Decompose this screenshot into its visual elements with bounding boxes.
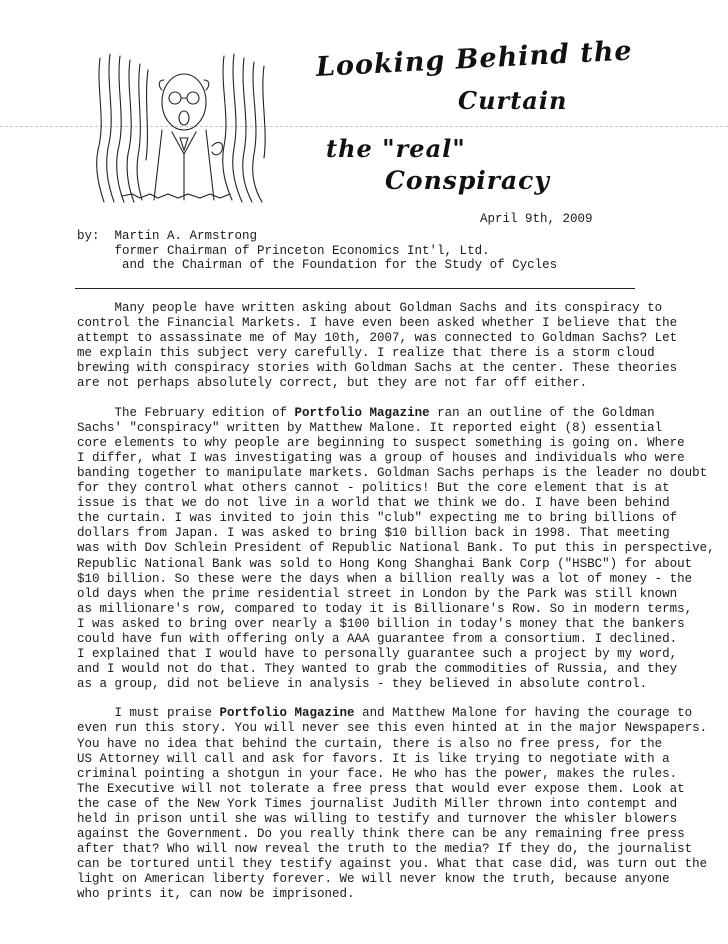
magazine-name: Portfolio Magazine (294, 405, 430, 420)
text-segment: even run this story. You will never see this even hinted at in the major Newspapers. (77, 721, 708, 736)
title-line-1: Looking Behind the (315, 35, 634, 83)
text-line (77, 812, 697, 827)
text-segment: I must praise (77, 706, 220, 721)
text-line (77, 301, 697, 316)
text-line (77, 767, 697, 782)
text-line (77, 752, 697, 767)
text-segment: me explain this subject very carefully. I realize that there is a storm cloud (77, 346, 655, 361)
text-line (77, 316, 697, 331)
text-line (77, 797, 697, 812)
text-line (77, 587, 697, 602)
text-line (77, 662, 697, 677)
title-line-4: Conspiracy (385, 166, 550, 195)
text-segment: Many people have written asking about Goldman Sachs and its conspiracy to (77, 301, 663, 315)
paragraph (77, 405, 715, 693)
text-segment: criminal pointing a shotgun in your face. He who has the power, makes the rules. (77, 766, 678, 781)
paragraph (77, 301, 697, 392)
text-line (77, 706, 697, 721)
text-segment: held in prison until she was willing to testify and turnover the whisler blowers (77, 812, 678, 826)
text-segment: $10 billion. So these were the days when a billion really was a lot of money - the (77, 571, 693, 586)
text-line (77, 572, 697, 587)
text-segment: control the Financial Markets. I have even been asked whether I believe that the (77, 316, 678, 331)
text-segment: ran an outline of the Goldman (429, 405, 655, 420)
text-segment: against the Government. Do you really think there can be any remaining free press (77, 827, 685, 842)
text-line (77, 872, 697, 887)
text-segment: for they control what others cannot - politics! But the core element that is at (77, 481, 670, 496)
text-segment: old days when the prime residential street in London by the Park was still known (77, 586, 678, 601)
text-segment: the curtain. I was invited to join this "club" expecting me to bring billions of (77, 511, 678, 526)
separator-rule (75, 288, 635, 289)
text-line (77, 541, 715, 556)
text-segment: are not perhaps absolutely correct, but they are not far off either. (77, 376, 588, 391)
caricature-illustration (92, 50, 270, 206)
text-line (77, 421, 697, 436)
text-segment: light on American liberty forever. We will never know the truth, because anyone (77, 872, 670, 887)
paragraph (77, 706, 708, 902)
text-line (77, 602, 697, 617)
text-segment: The Executive will not tolerate a free press that would ever expose them. Look at (77, 781, 685, 796)
text-segment: I differ, what I was investigating was a group of houses and individuals who were (77, 450, 685, 465)
text-segment: attempt to assassinate me of May 10th, 2007, was connected to Goldman Sachs? Let (77, 331, 678, 346)
text-line (77, 346, 697, 361)
magazine-name: Portfolio Magazine (219, 706, 355, 721)
text-line (77, 481, 697, 496)
text-segment: as a group, did not believe in analysis - they believed in absolute control. (77, 677, 648, 692)
byline-title-1: former Chairman of Princeton Economics Int'l, Ltd. (77, 243, 490, 258)
text-segment: was with Dov Schlein President of Republic National Bank. To put this in perspective, (77, 541, 715, 556)
text-line (77, 496, 697, 511)
text-segment: Sachs' "conspiracy" written by Matthew Malone. It reported eight (8) essential (77, 420, 663, 435)
text-segment: US Attorney will call and ask for favors. It is like trying to negotiate with a (77, 751, 670, 766)
text-line (77, 677, 697, 692)
text-line (77, 451, 697, 466)
text-line (77, 647, 697, 662)
text-line (77, 842, 697, 857)
text-segment: You have no idea that behind the curtain, there is also no free press, for the (77, 736, 663, 751)
text-segment: after that? Who will now reveal the truth to the media? If they do, the journalist (77, 842, 693, 857)
title-line-3: the "real" (326, 134, 466, 163)
text-line (77, 887, 697, 902)
text-line (77, 526, 697, 541)
text-line (77, 557, 697, 572)
text-segment: and Matthew Malone for having the courage to (354, 706, 693, 721)
text-line (77, 511, 697, 526)
text-segment: brewing with conspiracy stories with Goldman Sachs at the center. These theories (77, 361, 678, 376)
text-segment: could have fun with offering only a AAA guarantee from a consortium. I declined. (77, 631, 678, 646)
text-line (77, 465, 708, 481)
text-segment: can be tortured until they testify against you. What that case did, was turn out the (77, 857, 708, 872)
text-segment: Republic National Bank was sold to Hong Kong Shanghai Bank Corp ("HSBC") for about (77, 556, 693, 571)
title-line-2: Curtain (458, 86, 568, 115)
text-line (77, 632, 697, 647)
article-body (77, 301, 715, 917)
text-segment: issue is that we do not live in a world that we think we do. I have been behind (77, 496, 670, 511)
byline-author: by: Martin A. Armstrong (77, 229, 258, 243)
text-line (77, 406, 697, 421)
text-segment: banding together to manipulate markets. Goldman Sachs perhaps is the leader no doubt (77, 465, 708, 480)
text-line (77, 737, 697, 752)
text-segment: who prints it, can now be imprisoned. (77, 887, 355, 902)
text-segment: I explained that I would have to personally guarantee such a project by my word, (77, 647, 678, 662)
text-segment: and I would not do that. They wanted to grab the commodities of Russia, and they (77, 662, 678, 677)
text-segment: I was asked to bring over nearly a $100 billion in today's money that the bankers (77, 616, 685, 631)
byline-title-2: and the Chairman of the Foundation for the Study of Cycles (77, 258, 558, 273)
text-segment: as millionare's row, compared to today it is Billionare's Row. So in modern terms, (77, 601, 693, 616)
text-line (77, 721, 708, 736)
text-line (77, 857, 708, 872)
text-line (77, 782, 697, 797)
text-line (77, 376, 697, 391)
text-line (77, 361, 697, 376)
text-line (77, 436, 697, 451)
text-segment: dollars from Japan. I was asked to bring $10 billion back in 1998. That meeting (77, 526, 670, 541)
text-line (77, 331, 697, 346)
document-date: April 9th, 2009 (480, 212, 593, 226)
text-segment: core elements to why people are beginning to suspect something is going on. Where (77, 435, 685, 450)
text-segment: The February edition of (77, 405, 295, 420)
text-line (77, 617, 697, 632)
text-segment: the case of the New York Times journalist Judith Miller thrown into contempt and (77, 796, 678, 811)
byline (77, 229, 557, 273)
text-line (77, 827, 697, 842)
